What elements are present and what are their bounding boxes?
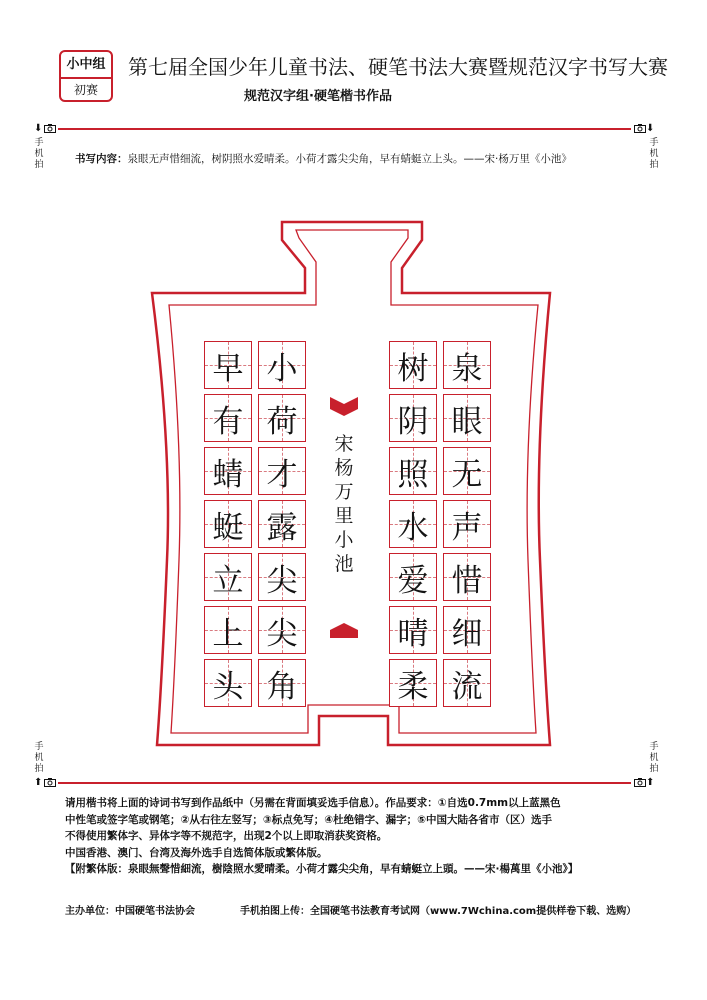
grid-character: 尖 (266, 615, 298, 652)
grid-character: 细 (451, 615, 483, 652)
grid-character: 无 (451, 456, 483, 493)
grid-character: 泉 (451, 350, 483, 387)
grid-cell (258, 659, 306, 707)
writing-content-text: 泉眼无声惜细流，树阴照水爱晴柔。小荷才露尖尖角，早有蜻蜓立上头。——宋·杨万里《小池》 (127, 153, 572, 165)
grid-character: 爱 (397, 562, 429, 599)
grid-character: 上 (212, 615, 244, 652)
grid-cell (443, 659, 491, 707)
grid-cell (204, 553, 252, 601)
grid-character: 小 (266, 350, 298, 387)
grid-character: 水 (397, 509, 429, 546)
grid-cell (389, 659, 437, 707)
grid-character: 有 (212, 403, 244, 440)
grid-left (204, 341, 306, 707)
grid-character: 蜓 (212, 509, 244, 546)
arrow-down-icon: ⬇ (34, 123, 43, 134)
grid-cell (443, 606, 491, 654)
instruction-line: 不得使用繁体字、异体字等不规范字，出现2个以上即取消获奖资格。 (65, 830, 388, 842)
grid-cell (443, 553, 491, 601)
grid-cell (204, 394, 252, 442)
organizer: 主办单位：中国硬笔书法协会 (65, 906, 195, 917)
grid-cell (389, 394, 437, 442)
grid-cell (258, 447, 306, 495)
grid-cell (258, 553, 306, 601)
instruction-line: 中国香港、澳门、台湾及海外选手自选简体版或繁体版。 (65, 846, 328, 859)
badge-group-label: 小中组 (66, 57, 106, 72)
grid-character: 惜 (451, 562, 483, 599)
grid-cell (204, 341, 252, 389)
grid-right (389, 341, 491, 707)
arrow-up-icon: ⬆ (34, 777, 43, 788)
arrow-up-icon: ⬆ (646, 777, 655, 788)
grid-character: 阴 (397, 403, 429, 440)
phone-shoot-label-top-left: 手机拍 (34, 138, 44, 170)
grid-cell (258, 500, 306, 548)
grid-character: 头 (212, 668, 244, 705)
page-title: 第七届全国少年儿童书法、硬笔书法大赛暨规范汉字书写大赛 (128, 55, 668, 79)
grid-cell (204, 659, 252, 707)
upload-info: 手机拍图上传：全国硬笔书法教育考试网（www.7Wchina.com提供样卷下载、选购） (240, 906, 637, 917)
grid-cell (443, 341, 491, 389)
grid-cell (443, 447, 491, 495)
grid-character: 早 (212, 350, 244, 387)
badge-stage-label: 初赛 (73, 83, 98, 97)
grid-cell (204, 606, 252, 654)
grid-cell (389, 500, 437, 548)
grid-cell (204, 500, 252, 548)
grid-cell (443, 394, 491, 442)
grid-character: 荷 (266, 403, 298, 440)
grid-cell (258, 394, 306, 442)
grid-character: 才 (266, 456, 298, 493)
grid-character: 柔 (397, 668, 429, 705)
traditional-version-line: 【附繁体版：泉眼無聲惜細流，樹陰照水愛晴柔。小荷才露尖尖角，早有蜻蜓立上頭。——宋·楊萬里《小池》】 (65, 863, 579, 875)
grid-character: 立 (212, 562, 244, 599)
grid-character: 晴 (397, 615, 429, 652)
grid-character: 流 (451, 668, 483, 705)
grid-cell (389, 447, 437, 495)
grid-cell (389, 553, 437, 601)
attribution: 宋 杨 万 里 小 池 (334, 433, 354, 575)
top-ornament (330, 397, 358, 416)
grid-character: 照 (397, 456, 429, 493)
grid-cell (443, 500, 491, 548)
grid-cell (258, 606, 306, 654)
grid-character: 蜻 (212, 456, 244, 493)
grid-character: 露 (266, 509, 298, 546)
bottom-ornament (330, 623, 358, 638)
instruction-line: 中性笔或签字笔或钢笔；②从右往左竖写；③标点免写；④杜绝错字、漏字；⑤中国大陆各省市（区）选手 (65, 813, 553, 826)
arrow-down-icon: ⬇ (646, 123, 655, 134)
instruction-line: 请用楷书将上面的诗词书写到作品纸中（另需在背面填妥选手信息）。作品要求：①自选0.7mm以上蓝黑色 (65, 797, 561, 809)
grid-character: 树 (397, 350, 429, 387)
grid-character: 尖 (266, 562, 298, 599)
grid-cell (258, 341, 306, 389)
grid-character: 眼 (451, 403, 483, 440)
instructions (65, 795, 645, 878)
grid-cell (204, 447, 252, 495)
phone-shoot-label-top-right: 手机拍 (649, 138, 659, 170)
grid-character: 声 (451, 509, 483, 546)
writing-content-label: 书写内容： (75, 153, 128, 165)
phone-shoot-label-bottom-left: 手机拍 (34, 742, 44, 774)
grid-cell (389, 341, 437, 389)
grid-character: 角 (266, 668, 298, 705)
grid-cell (389, 606, 437, 654)
page-subtitle: 规范汉字组·硬笔楷书作品 (244, 89, 392, 104)
phone-shoot-label-bottom-right: 手机拍 (649, 742, 659, 774)
